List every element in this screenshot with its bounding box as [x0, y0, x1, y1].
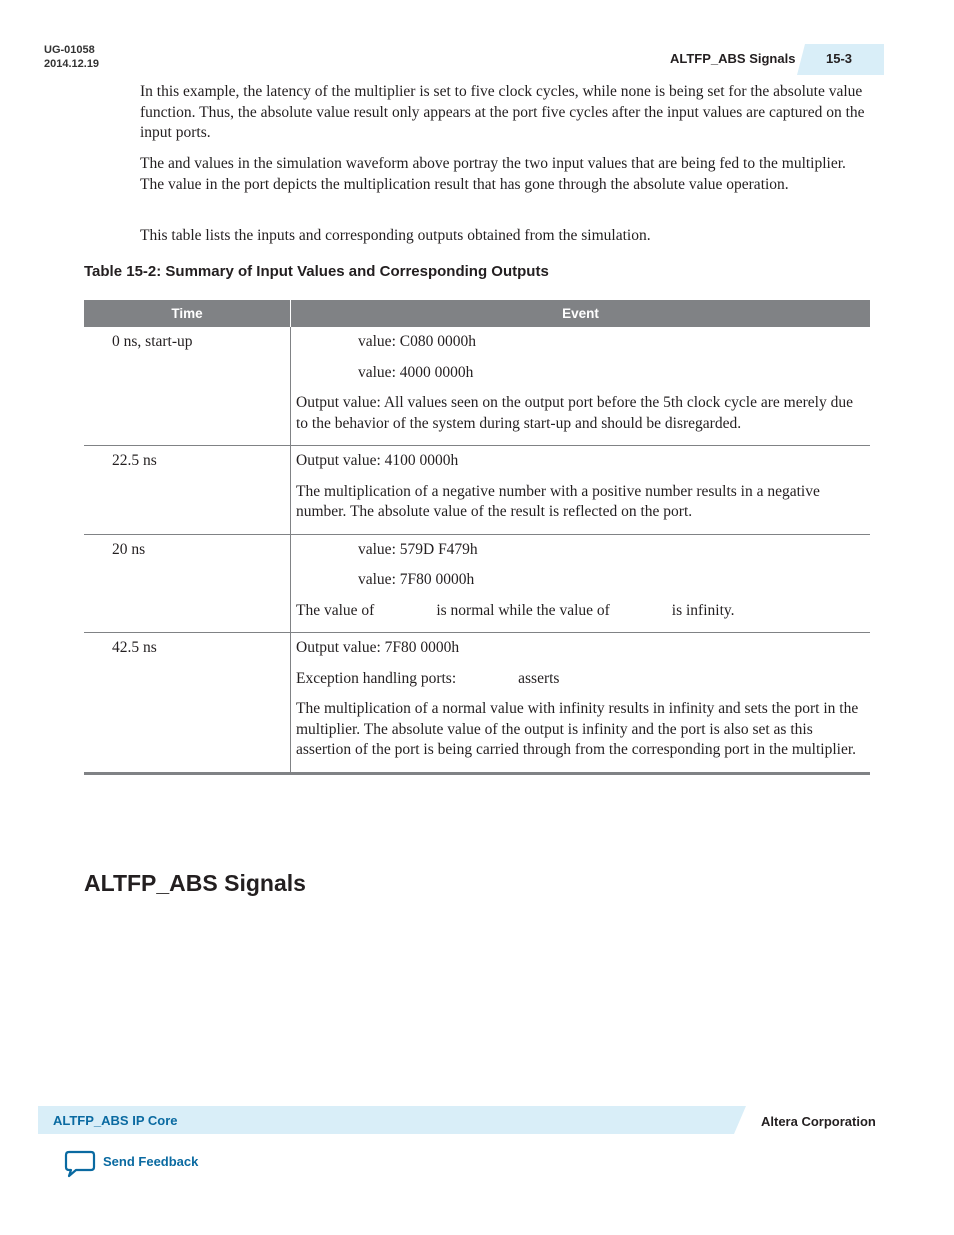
event-line: The multiplication of a negative number with a positive number results in a negative number. The absolute value of the result is reflected on the port.	[296, 482, 820, 520]
time-cell: 22.5 ns	[84, 446, 291, 535]
event-cell	[291, 446, 871, 535]
footer-company: Altera Corporation	[761, 1114, 876, 1129]
table-row	[84, 633, 870, 774]
footer-doc-link[interactable]: ALTFP_ABS IP Core	[53, 1113, 178, 1128]
paragraph-table-intro: This table lists the inputs and corresponding outputs obtained from the simulation.	[140, 227, 651, 244]
paragraph-waveform: The and values in the simulation waveform above portray the two input values that are being fed to the multiplier. The value in the port depicts the multiplication result that has gone through the absolute value operation.	[140, 155, 846, 193]
table-row	[84, 446, 870, 535]
event-line: Output value: 7F80 0000h	[296, 639, 460, 656]
event-line: value: C080 0000h	[358, 333, 476, 350]
event-cell	[291, 327, 871, 446]
header-section-title: ALTFP_ABS Signals	[670, 51, 796, 66]
event-line: Exception handling ports: asserts	[296, 669, 560, 687]
table-header-row	[84, 300, 870, 327]
table-row	[84, 327, 870, 446]
doc-id-block	[44, 43, 99, 71]
event-line: The multiplication of a normal value with infinity results in infinity and sets the port in the multiplier. The absolute value of the output is infinity and the port is also set as this assertion of the port is being carried through from the corresponding port in the multiplier.	[296, 700, 859, 758]
time-cell: 0 ns, start-up	[84, 327, 291, 446]
event-line: value: 579D F479h	[358, 540, 478, 558]
time-cell: 20 ns	[84, 534, 291, 633]
send-feedback-link[interactable]: Send Feedback	[103, 1154, 199, 1169]
event-cell	[291, 534, 871, 633]
speech-bubble-icon[interactable]	[64, 1150, 96, 1178]
event-line: Output value: All values seen on the output port before the 5th clock cycle are merely due to the behavior of the system during start-up and should be disregarded.	[296, 394, 853, 432]
page-number: 15-3	[826, 51, 853, 66]
table-row	[84, 534, 870, 633]
doc-id: UG-01058	[44, 44, 95, 56]
summary-table	[84, 300, 870, 775]
section-heading: ALTFP_ABS Signals	[84, 870, 306, 896]
event-line: The value of is normal while the value of is infinity.	[296, 601, 735, 619]
table-caption: Table 15-2: Summary of Input Values and Corresponding Outputs	[84, 263, 549, 280]
time-cell: 42.5 ns	[84, 633, 291, 774]
event-cell	[291, 633, 871, 774]
column-header-time: Time	[84, 300, 291, 327]
doc-date: 2014.12.19	[44, 58, 100, 70]
event-line: value: 7F80 0000h	[358, 571, 475, 588]
paragraph-latency: In this example, the latency of the multiplier is set to five clock cycles, while none is being set for the absolute value function. Thus, the absolute value result only appears at the port five cycles after the input values are captured on the input ports.	[140, 83, 865, 141]
column-header-event: Event	[291, 300, 871, 327]
event-line: value: 4000 0000h	[358, 363, 474, 381]
event-line: Output value: 4100 0000h	[296, 452, 459, 469]
